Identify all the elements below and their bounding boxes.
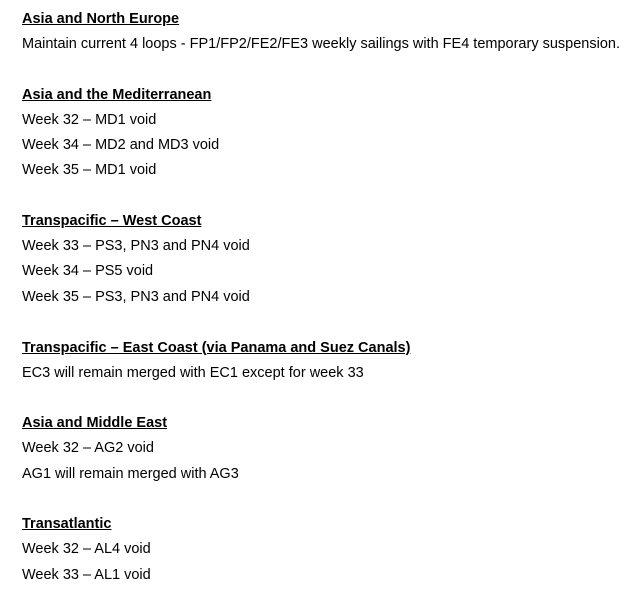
section-transatlantic [22, 512, 628, 588]
section-line: Week 33 – AL1 void [22, 566, 151, 583]
section-heading: Asia and the Mediterranean [22, 86, 212, 103]
section-line: Week 34 – MD2 and MD3 void [22, 137, 220, 154]
section-spacer [22, 386, 628, 412]
section-line: Week 35 – MD1 void [22, 162, 157, 179]
section-transpacific-west-coast [22, 209, 628, 310]
section-asia-north-europe [22, 7, 628, 57]
section-spacer [22, 184, 628, 210]
section-line: Week 33 – PS3, PN3 and PN4 void [22, 238, 250, 255]
section-line: Week 34 – PS5 void [22, 263, 154, 280]
section-line: Week 32 – MD1 void [22, 111, 157, 128]
section-asia-mediterranean [22, 83, 628, 184]
section-spacer [22, 487, 628, 513]
section-line: EC3 will remain merged with EC1 except for week 33 [22, 364, 364, 381]
section-asia-middle-east [22, 411, 628, 487]
section-transpacific-east-coast [22, 336, 628, 386]
document-body [22, 0, 628, 588]
section-heading: Transatlantic [22, 516, 112, 533]
section-line: Week 35 – PS3, PN3 and PN4 void [22, 288, 250, 305]
section-heading: Transpacific – West Coast [22, 213, 202, 230]
section-spacer [22, 310, 628, 336]
section-line: AG1 will remain merged with AG3 [22, 465, 239, 482]
section-heading: Asia and North Europe [22, 11, 180, 27]
section-line: Maintain current 4 loops - FP1/FP2/FE2/FE3 weekly sailings with FE4 temporary suspension. [22, 36, 620, 52]
section-line: Week 32 – AG2 void [22, 440, 154, 457]
section-line: Week 32 – AL4 void [22, 541, 151, 558]
section-heading: Transpacific – East Coast (via Panama and Suez Canals) [22, 339, 411, 356]
section-spacer [22, 57, 628, 83]
section-heading: Asia and Middle East [22, 415, 168, 432]
